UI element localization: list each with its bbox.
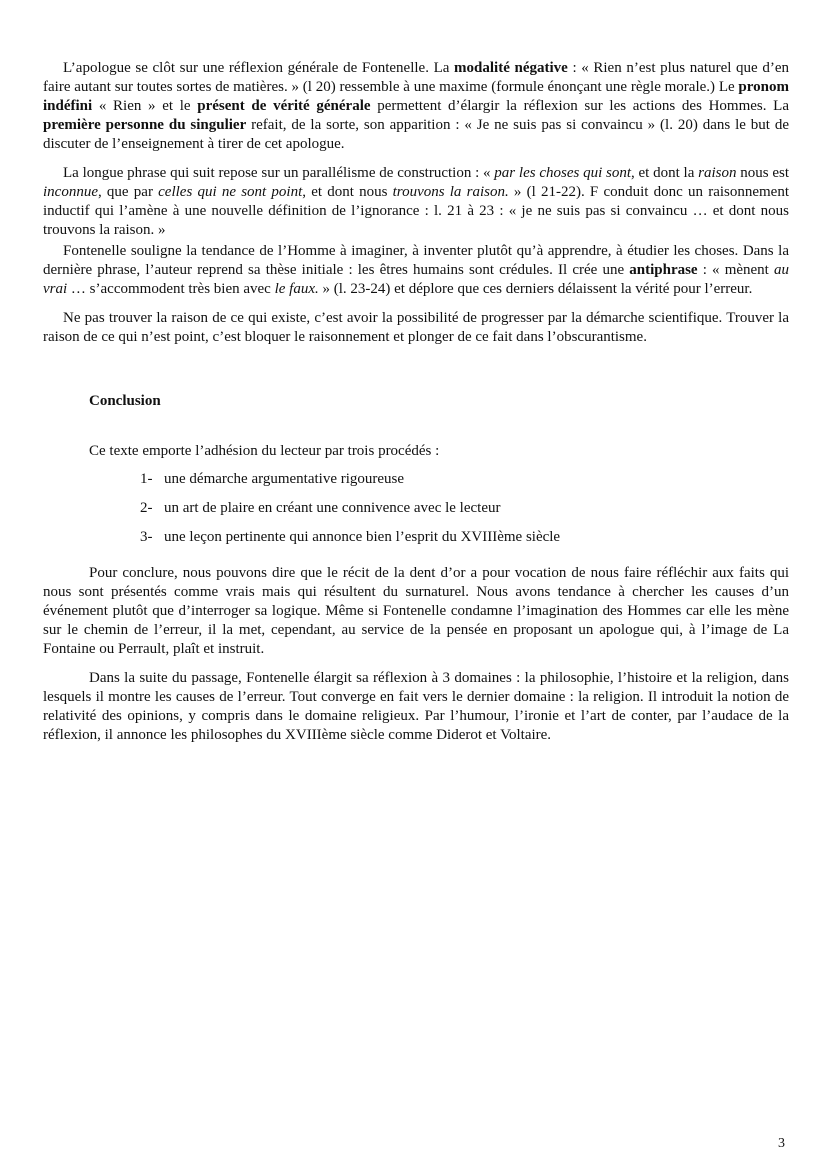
conclusion-intro: Ce texte emporte l’adhésion du lecteur par trois procédés : xyxy=(89,443,440,459)
bold-term: pronom indéfini xyxy=(43,79,789,114)
bold-term: antiphrase xyxy=(629,262,698,278)
text-run: … s’accommodent très bien avec xyxy=(67,281,275,297)
italic-term: au vrai xyxy=(43,262,789,297)
text-run: permettent d’élargir la réflexion sur les actions des Hommes. La xyxy=(370,98,789,114)
list-item xyxy=(140,470,789,489)
paragraph-modalite xyxy=(43,59,789,154)
conclusion-heading: Conclusion xyxy=(89,393,161,409)
bold-term: première personne du singulier xyxy=(43,117,247,133)
conclusion-paragraph-2: Dans la suite du passage, Fontenelle élargit sa réflexion à 3 domaines : la philosophie, l’histoire et la religion, dans lesquels il montre les causes de l’erreur. Tout converge en fait vers le dernier domaine : la religion. Il introduit la notion de relativité des opinions, y compris dans le domaine religieux. Par l’humour, l’ironie et l’art de conter, par l’audace de la réflexion, il annonce les philosophes du XVIIIème siècle comme Diderot et Voltaire. xyxy=(43,670,789,743)
list-number: 3- xyxy=(140,529,153,545)
page-number: 3 xyxy=(778,1136,785,1151)
conclusion-paragraph-1: Pour conclure, nous pouvons dire que le récit de la dent d’or a pour vocation de nous faire réfléchir aux faits qui nous sont présentés comme vrais mais qui résultent du surnaturel. Nous avons tendance à chercher les causes d’un événement plutôt que d’interroger sa logique. Même si Fontenelle condamne l’imagination des Hommes car elle les mène sur le chemin de l’erreur, il la met, cependant, au service de la pensée en proposant un apologue qui, à l’image de La Fontaine ou Perrault, plaît et instruit. xyxy=(43,565,789,657)
italic-term: le faux. xyxy=(274,281,319,297)
list-text: une démarche argumentative rigoureuse xyxy=(164,471,405,487)
text-run: » (l 21-22). F conduit donc un raisonnement inductif qui l’amène à une nouvelle définition de l’ignorance : l. 21 à 23 : « je ne suis pas si convaincu … et dont nous trouvons la raison. » xyxy=(43,184,790,238)
list-text: une leçon pertinente qui annonce bien l’esprit du XVIIIème siècle xyxy=(164,529,561,545)
procedes-list xyxy=(43,470,789,547)
list-item xyxy=(140,499,789,518)
text-run: : « Rien n’est plus naturel que d’en faire autant sur toutes sortes de matières. » (l 20) ressemble à une maxime (formule énonçant une règle morale.) Le xyxy=(43,60,789,95)
text-run: « Rien » et le xyxy=(92,98,198,114)
text-run: : « mènent xyxy=(697,262,774,278)
paragraph-obscurantisme: Ne pas trouver la raison de ce qui existe, c’est avoir la possibilité de progresser par la démarche scientifique. Trouver la raison de ce qui n’est point, c’est bloquer le raisonnement et plonger de ce fait dans l’obscurantisme. xyxy=(43,310,789,345)
text-run: Fontenelle souligne la tendance de l’Homme à imaginer, à inventer plutôt qu’à apprendre, à étudier les choses. Dans la dernière phrase, l’auteur reprend sa thèse initiale : les êtres humains sont crédules. Il crée une xyxy=(43,243,789,278)
italic-term: inconnue xyxy=(43,184,98,200)
text-run: L’apologue se clôt sur une réflexion générale de Fontenelle. La xyxy=(63,60,455,76)
text-run: refait, de la sorte, son apparition : « Je ne suis pas si convaincu » (l. 20) dans le but de discuter de l’enseignement à tirer de cet apologue. xyxy=(43,117,789,152)
italic-term: celles qui ne sont point xyxy=(158,184,303,200)
text-run: La longue phrase qui suit repose sur un parallélisme de construction : « xyxy=(63,165,495,181)
text-run: nous est xyxy=(736,165,790,181)
italic-term: par les choses qui sont xyxy=(494,165,632,181)
text-run: » (l. 23-24) et déplore que ces derniers délaissent la vérité pour l’erreur. xyxy=(318,281,753,297)
paragraph-parallelisme xyxy=(43,164,789,240)
bold-term: modalité négative xyxy=(454,60,568,76)
list-number: 2- xyxy=(140,500,153,516)
paragraph-antiphrase xyxy=(43,242,789,299)
document-page xyxy=(43,59,789,745)
text-run: , et dont la xyxy=(631,165,699,181)
italic-term: raison xyxy=(698,165,737,181)
italic-term: trouvons la raison. xyxy=(392,184,509,200)
text-run: , et dont nous xyxy=(302,184,393,200)
list-text: un art de plaire en créant une connivence avec le lecteur xyxy=(164,500,501,516)
list-item xyxy=(140,528,789,547)
text-run: , que par xyxy=(97,184,159,200)
list-number: 1- xyxy=(140,471,153,487)
bold-term: présent de vérité générale xyxy=(197,98,371,114)
